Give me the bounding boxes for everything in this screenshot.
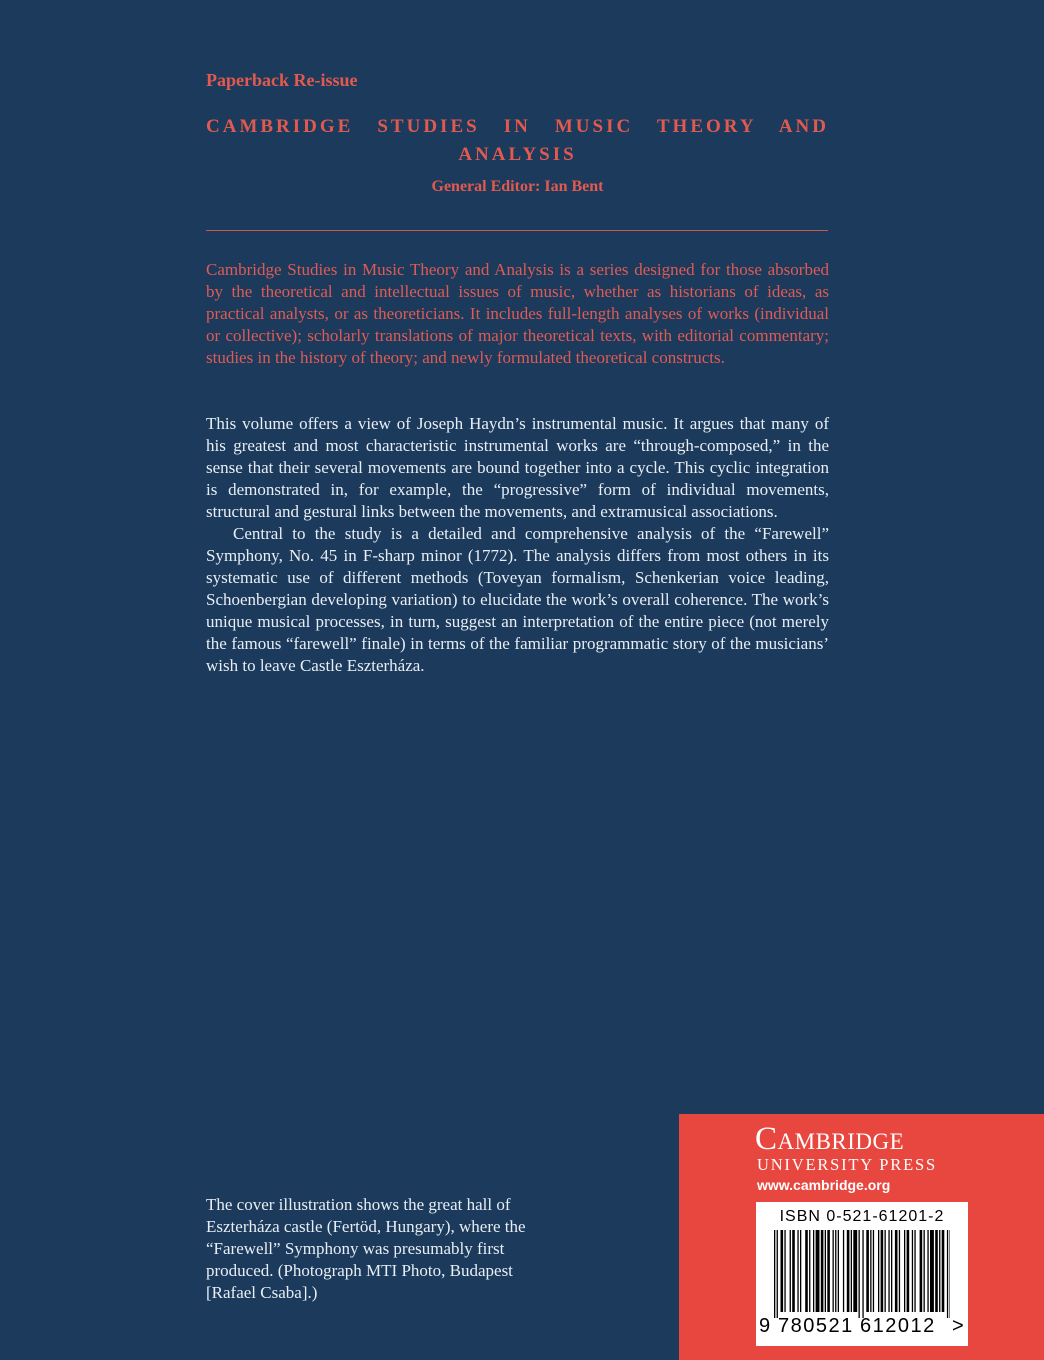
barcode-box: [756, 1202, 968, 1346]
barcode-bar: [813, 1230, 814, 1312]
general-editor: General Editor: Ian Bent: [431, 178, 604, 195]
barcode-bar: [833, 1230, 834, 1312]
publisher-block: [679, 1114, 1044, 1360]
reissue-label: Paperback Re-issue: [206, 70, 358, 90]
barcode-bar: [888, 1230, 889, 1312]
cover-caption: The cover illustration shows the great hall of Eszterháza castle (Fertöd, Hungary), where the “Farewell” Symphony was presumably first produced. (Photograph MTI Photo, Budapest [Rafael Csaba].): [206, 1195, 526, 1302]
barcode-bar: [821, 1230, 824, 1312]
barcode-bar: [935, 1230, 938, 1312]
barcode-bar: [843, 1230, 844, 1312]
barcode-bar: [805, 1230, 808, 1312]
barcode-bar: [920, 1230, 923, 1312]
publisher-subtitle: UNIVERSITY PRESS: [757, 1155, 937, 1174]
barcode-bar: [866, 1230, 869, 1312]
barcode-bar: [947, 1230, 948, 1318]
barcode-bar: [809, 1230, 810, 1312]
barcode-bar: [790, 1230, 791, 1312]
barcode-bar: [816, 1230, 820, 1312]
barcode-bar: [950, 1230, 951, 1318]
barcode-bar: [912, 1230, 913, 1312]
barcode-bar: [800, 1230, 801, 1312]
barcode-bar: [781, 1230, 784, 1312]
series-description: Cambridge Studies in Music Theory and Analysis is a series designed for those absorbed by the theoretical and intellectual issues of music, whether as historians of ideas, as practical analysts, or as theoreticians. It includes full-length analyses of works (individual or collective); scholarly translations of major theoretical texts, with editorial commentary; studies in the history of theory; and newly formulated theoretical constructs.: [206, 260, 829, 367]
barcode-bar: [838, 1230, 839, 1312]
barcode-bar: [942, 1230, 945, 1312]
barcode-bar: [797, 1230, 798, 1312]
barcode-bars: [774, 1230, 950, 1318]
barcode-bar: [927, 1230, 928, 1312]
barcode-bar: [895, 1230, 898, 1312]
publisher-name: Cambridge: [755, 1121, 905, 1157]
barcode-bar: [792, 1230, 795, 1312]
barcode-bar: [904, 1230, 905, 1312]
barcode-bar: [924, 1230, 925, 1312]
barcode-bar: [881, 1230, 884, 1312]
barcode-right-group: 612012: [860, 1315, 936, 1337]
barcode-bar: [873, 1230, 874, 1312]
barcode-bar: [835, 1230, 836, 1312]
barcode-arrow: >: [952, 1315, 966, 1337]
barcode-bar: [870, 1230, 871, 1312]
book-description: [206, 413, 829, 677]
description-paragraph-2: Central to the study is a detailed and comprehensive analysis of the “Farewell” Symphony, No. 45 in F-sharp minor (1772). The analysis differs from most others in its systematic use of different methods (Toveyan formalism, Schenkerian voice leading, Schoenbergian developing variation) to elucidate the work’s overall coherence. The work’s unique musical processes, in turn, suggest an interpretation of the entire piece (not merely the famous “farewell” finale) in terms of the familiar programmatic story of the musicians’ wish to leave Castle Eszterháza.: [206, 524, 829, 675]
barcode-bar: [939, 1230, 940, 1312]
barcode-bar: [891, 1230, 892, 1312]
barcode-bar: [825, 1230, 826, 1312]
barcode-bar: [859, 1230, 860, 1318]
barcode-bar: [777, 1230, 778, 1318]
description-paragraph-1: This volume offers a view of Joseph Haydn’s instrumental music. It argues that many of his greatest and most characteristic instrumental works are “through-composed,” in the sense that their several movements are bound together into a cycle. This cyclic integration is demonstrated in, for example, the “progressive” form of individual movements, structural and gestural links between the movements, and extramusical associations.: [206, 414, 829, 521]
barcode-bar: [899, 1230, 900, 1312]
isbn-label: ISBN 0-521-61201-2: [779, 1208, 945, 1225]
barcode-bar: [907, 1230, 910, 1312]
barcode-bar: [914, 1230, 915, 1312]
barcode-bar: [885, 1230, 886, 1312]
barcode-bar: [930, 1230, 934, 1312]
barcode-bar: [827, 1230, 830, 1312]
barcode-bar: [878, 1230, 879, 1312]
barcode-bar: [847, 1230, 850, 1312]
header-divider: [206, 230, 828, 231]
barcode-bar: [784, 1230, 785, 1312]
series-title: CAMBRIDGE STUDIES IN MUSIC THEORY AND ANALYSIS: [206, 116, 829, 165]
barcode-left-group: 780521: [778, 1315, 854, 1337]
barcode-lead-digit: 9: [759, 1315, 772, 1337]
publisher-url: www.cambridge.org: [757, 1177, 891, 1193]
barcode-bar: [851, 1230, 852, 1312]
barcode-bar: [853, 1230, 857, 1312]
barcode-bar: [774, 1230, 775, 1318]
barcode-bar: [862, 1230, 863, 1318]
